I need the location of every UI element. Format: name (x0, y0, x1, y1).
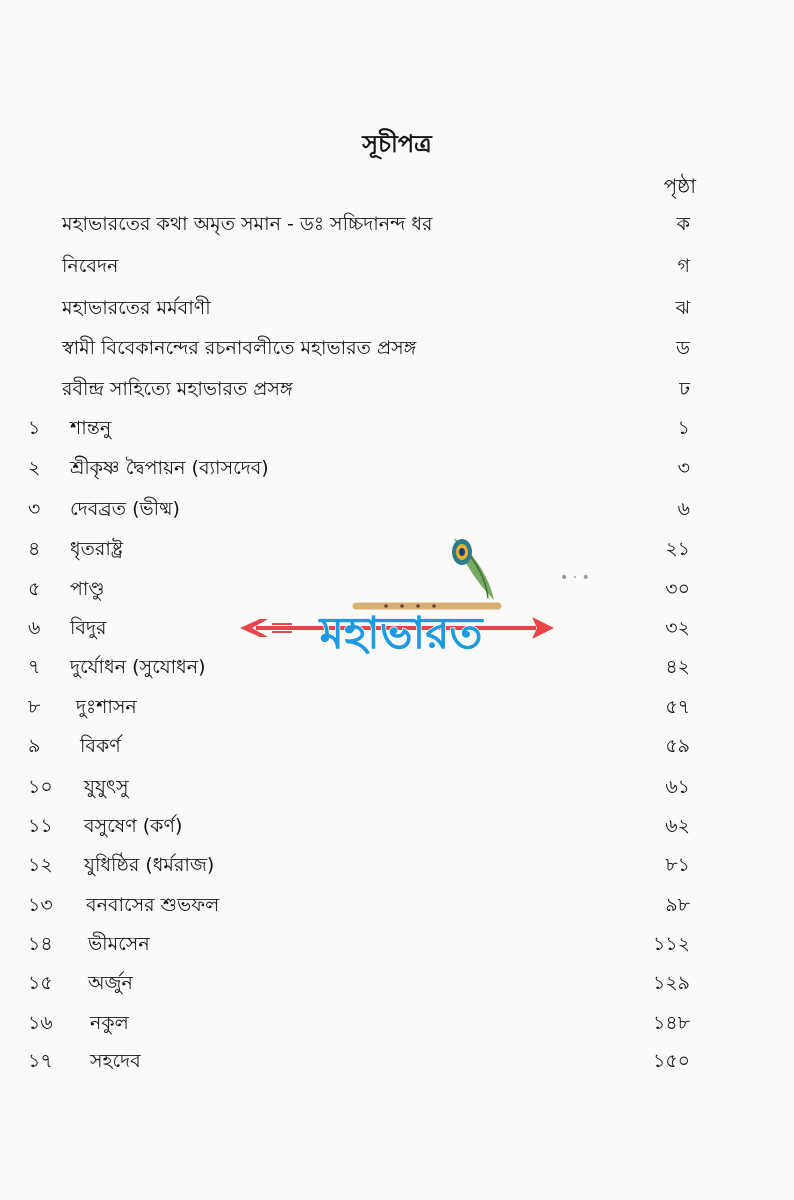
toc-number: ৬ (28, 617, 41, 639)
toc-title: নিবেদন (62, 255, 119, 277)
toc-row[interactable] (0, 374, 794, 404)
toc-title: পাণ্ডু (70, 578, 105, 600)
toc-row[interactable] (0, 890, 794, 920)
scan-specks: • · • (560, 570, 590, 586)
toc-number: ১৭ (28, 1050, 53, 1072)
toc-title: বিকর্ণ (80, 735, 121, 757)
toc-row[interactable] (0, 413, 794, 443)
toc-title: দেবব্রত (ভীষ্ম) (70, 498, 180, 520)
toc-row[interactable] (0, 968, 794, 998)
toc-row[interactable] (0, 692, 794, 722)
toc-page: ৬ (677, 498, 690, 520)
toc-row[interactable] (0, 494, 794, 524)
toc-page: ৬২ (665, 815, 690, 837)
toc-number: ৪ (28, 538, 41, 560)
toc-title: দুর্যোধন (সুযোধন) (70, 656, 206, 678)
toc-title: ধৃতরাষ্ট্র (70, 538, 123, 560)
toc-number: ৮ (28, 696, 41, 718)
toc-number: ১ (28, 417, 41, 439)
mahabharat-logo (236, 528, 566, 688)
toc-page: ১ (677, 417, 690, 439)
toc-page: ঝ (675, 297, 690, 319)
toc-title: নকুল (90, 1012, 129, 1034)
toc-page: ১৪৮ (653, 1012, 690, 1034)
toc-title: শান্তনু (70, 417, 112, 439)
toc-row[interactable] (0, 850, 794, 880)
toc-page: ১২৯ (652, 972, 690, 994)
toc-page: ২১ (665, 538, 690, 560)
toc-page: ড (676, 337, 690, 359)
toc-page: ১৫০ (652, 1050, 690, 1072)
toc-title: সহদেব (90, 1050, 141, 1072)
toc-number: ১৪ (28, 933, 53, 955)
toc-page: ৩ (677, 457, 690, 479)
toc-row[interactable] (0, 333, 794, 363)
toc-title: স্বামী বিবেকানন্দের রচনাবলীতে মহাভারত প্রসঙ্গ (62, 337, 417, 359)
toc-row[interactable] (0, 453, 794, 483)
toc-number: ৭ (28, 656, 41, 678)
toc-row[interactable] (0, 811, 794, 841)
toc-page: ৯৮ (665, 894, 690, 916)
page-title: সূচীপত্র (362, 130, 432, 158)
toc-row[interactable] (0, 251, 794, 281)
toc-title: যুযুৎসু (84, 776, 129, 798)
toc-row[interactable] (0, 731, 794, 761)
toc-row[interactable] (0, 772, 794, 802)
toc-title: যুধিষ্ঠির (ধর্মরাজ) (84, 854, 215, 876)
toc-page: ক (676, 213, 690, 235)
peacock-feather-icon (452, 538, 494, 600)
toc-number: ৫ (28, 578, 41, 600)
toc-title: রবীন্দ্র সাহিত্যে মহাভারত প্রসঙ্গ (62, 378, 293, 400)
toc-title: অর্জুন (88, 972, 133, 994)
page-number-header: পৃষ্ঠা (663, 174, 696, 198)
toc-page: ৩০ (665, 578, 690, 600)
toc-row[interactable] (0, 293, 794, 323)
toc-page: ৮১ (665, 854, 690, 876)
toc-title: বনবাসের শুভফল (86, 894, 220, 916)
toc-number: ১৫ (28, 972, 53, 994)
toc-row[interactable] (0, 1046, 794, 1076)
toc-number: ১৩ (28, 894, 53, 916)
toc-number: ৯ (28, 735, 41, 757)
toc-row[interactable] (0, 1008, 794, 1038)
toc-page: ৩২ (665, 617, 690, 639)
toc-number: ১১ (28, 815, 53, 837)
toc-page: গ (677, 255, 690, 277)
toc-page: ঢ (679, 378, 690, 400)
toc-number: ১৬ (28, 1012, 53, 1034)
toc-title: বসুষেণ (কর্ণ) (84, 815, 183, 837)
toc-page: ৫৯ (665, 735, 690, 757)
watermark-title: মহাভারত (319, 608, 483, 659)
toc-title: মহাভারতের কথা অমৃত সমান - ডঃ সচ্চিদানন্দ ধর (62, 213, 433, 235)
toc-number: ৩ (28, 498, 41, 520)
toc-number: ২ (28, 457, 41, 479)
toc-page: ৪২ (665, 656, 690, 678)
toc-title: বিদুর (70, 617, 107, 639)
toc-row[interactable] (0, 209, 794, 239)
toc-title: শ্রীকৃষ্ণ দ্বৈপায়ন (ব্যাসদেব) (70, 457, 269, 479)
toc-number: ১২ (28, 854, 53, 876)
toc-page: ১১২ (652, 933, 690, 955)
toc-number: ১০ (28, 776, 53, 798)
toc-title: ভীমসেন (88, 933, 150, 955)
toc-title: মহাভারতের মর্মবাণী (62, 297, 211, 319)
toc-page: ৫৭ (665, 696, 690, 718)
toc-title: দুঃশাসন (76, 696, 137, 718)
toc-page: ৬১ (665, 776, 690, 798)
toc-row[interactable] (0, 929, 794, 959)
